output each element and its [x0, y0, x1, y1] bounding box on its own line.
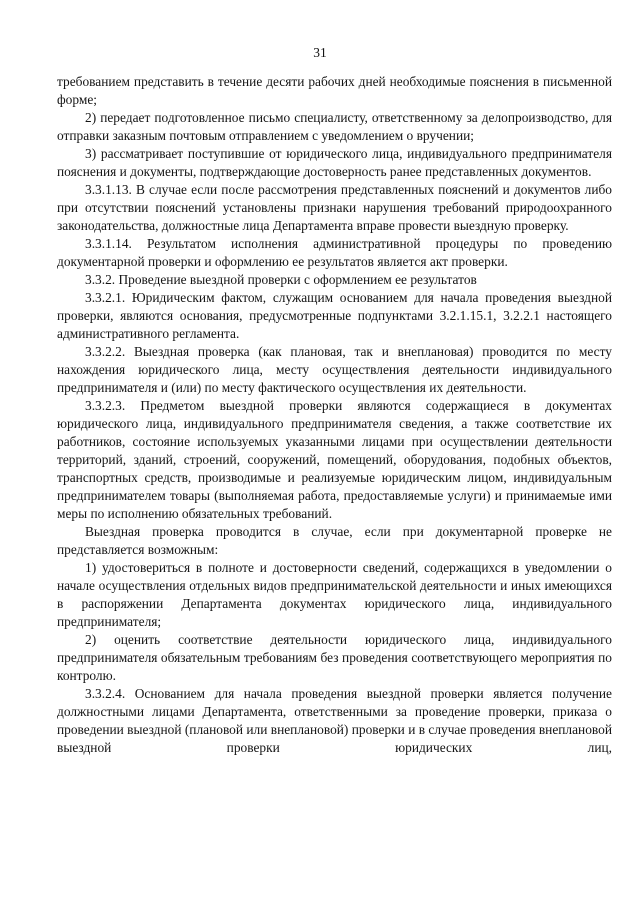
- paragraph-3-3-2-2: 3.3.2.2. Выездная проверка (как плановая, так и внеплановая) проводится по месту нахождения юридического лица, месту осуществления деятельности индивидуального предпринимателя и (или) по месту фактического осуществления их деятельности.: [57, 344, 612, 395]
- paragraph-item-3: 3) рассматривает поступившие от юридического лица, индивидуального предпринимателя пояснения и документы, подтверждающие достоверность ранее представленных документов.: [57, 146, 612, 179]
- paragraph-item-2: 2) передает подготовленное письмо специалисту, ответственному за делопроизводство, для отправки заказным почтовым отправлением с уведомлением о вручении;: [57, 110, 612, 143]
- paragraph-3-3-2-4: 3.3.2.4. Основанием для начала проведения выездной проверки является получение должностными лицами Департамента, ответственными за проведение проверки, приказа о проведении выездной (плановой или внеплановой) проверки и в случае проведения внеплановой выездной проверки юридических лиц,: [57, 686, 613, 755]
- paragraph-3-3-2-3: 3.3.2.3. Предметом выездной проверки являются содержащиеся в документах юридического лица, индивидуального предпринимателя сведения, а также соответствие их работников, состояние используемых указанными лицами при осуществлении деятельности территорий, зданий, строений, сооружений, помещений, оборудования, подобных объектов, транспортных средств, производимые и реализуемые юридическим лицом, индивидуальным предпринимателем товары (выполняемая работа, предоставляемые услуги) и принимаемые ими меры по исполнению обязательных требований.: [57, 398, 612, 521]
- paragraph-case-1: 1) удостовериться в полноте и достоверности сведений, содержащихся в уведомлении о начале осуществления отдельных видов предпринимательской деятельности и иных имеющихся в распоряжении Департамента документах юридического лица, индивидуального предпринимателя;: [57, 560, 612, 629]
- paragraph-field-inspection-cases: Выездная проверка проводится в случае, если при документарной проверке не представляется возможным:: [57, 524, 612, 557]
- page-number: 31: [313, 45, 327, 60]
- document-body: [57, 73, 612, 757]
- paragraph-3-3-2-1: 3.3.2.1. Юридическим фактом, служащим основанием для начала проведения выездной проверки, являются основания, предусмотренные подпунктами 3.2.1.15.1, 3.2.2.1 настоящего административного регламента.: [57, 290, 612, 341]
- section-heading-3-3-2: 3.3.2. Проведение выездной проверки с оформлением ее результатов: [85, 272, 477, 287]
- paragraph-3-3-1-14: 3.3.1.14. Результатом исполнения административной процедуры по проведению документарной проверки и оформлению ее результатов является акт проверки.: [57, 236, 612, 269]
- paragraph-3-3-1-13: 3.3.1.13. В случае если после рассмотрения представленных пояснений и документов либо при отсутствии пояснений установлены признаки нарушения требований природоохранного законодательства, должностные лица Департамента вправе провести выездную проверку.: [57, 182, 612, 233]
- paragraph-continuation: требованием представить в течение десяти рабочих дней необходимые пояснения в письменной форме;: [57, 74, 612, 107]
- paragraph-case-2: 2) оценить соответствие деятельности юридического лица, индивидуального предпринимателя обязательным требованиям без проведения соответствующего мероприятия по контролю.: [57, 632, 612, 683]
